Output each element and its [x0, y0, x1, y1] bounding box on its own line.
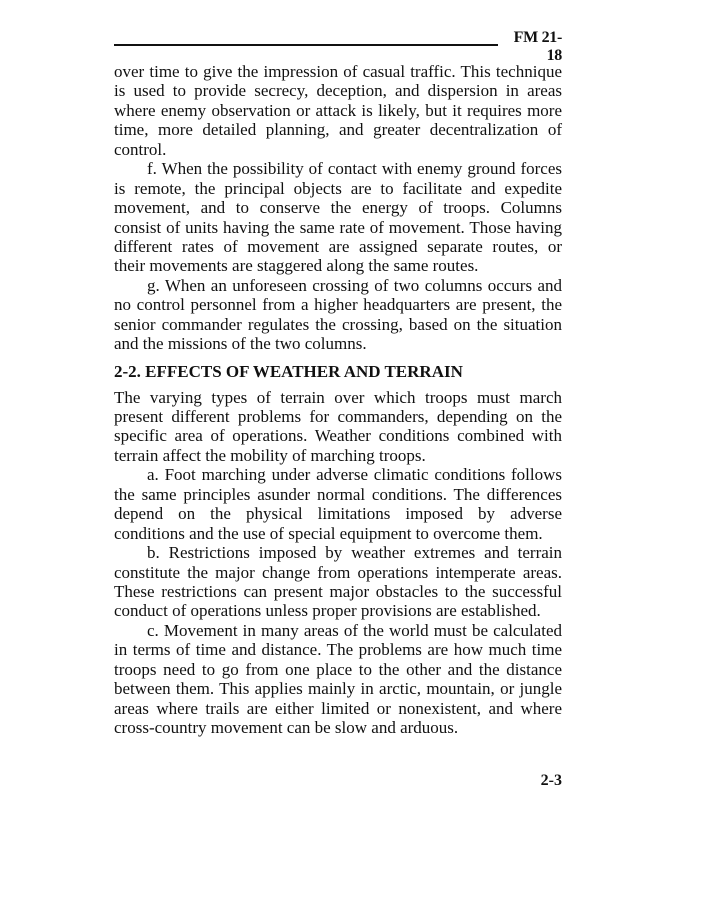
text-line: control.: [114, 139, 167, 159]
text-line: is remote, the principal objects are to facilitate and expedite: [114, 178, 562, 198]
text-line: between them. This applies mainly in arctic, mountain, or jungle: [114, 679, 562, 699]
header-rule: [114, 44, 498, 46]
text-line: no control personnel from a higher headquarters are present, the: [114, 295, 562, 315]
text-line: c. Movement in many areas of the world must be calculated: [147, 620, 562, 640]
text-line: over time to give the impression of casual traffic. This technique: [114, 62, 562, 81]
text-line: present different problems for commanders, depending on the: [114, 407, 562, 426]
text-line: f. When the possibility of contact with enemy ground forces: [147, 159, 562, 179]
text-line: is used to provide secrecy, deception, and dispersion in areas: [114, 81, 562, 101]
text-line: b. Restrictions imposed by weather extremes and terrain: [147, 543, 562, 563]
text-line: movement, and to conserve the energy of troops. Columns: [114, 198, 562, 218]
text-line: specific area of operations. Weather conditions combined with: [114, 426, 562, 446]
paragraph: [114, 621, 562, 738]
section-heading: 2-2. EFFECTS OF WEATHER AND TERRAIN: [114, 361, 463, 381]
document-id: FM 21-18: [513, 29, 562, 64]
text-line: terrain affect the mobility of marching troops.: [114, 445, 426, 465]
text-line: senior commander regulates the crossing, based on the situation: [114, 314, 562, 334]
text-line: their movements are staggered along the same routes.: [114, 256, 479, 276]
text-line: a. Foot marching under adverse climatic conditions follows: [147, 465, 562, 485]
text-line: troops need to go from one place to the other and the distance: [114, 659, 562, 679]
paragraph: [114, 388, 562, 466]
text-line: areas where trails are either limited or nonexistent, and where: [114, 698, 562, 718]
text-line: and the missions of the two columns.: [114, 334, 367, 354]
section-continued-text: [114, 62, 562, 354]
text-line: conduct of operations unless proper provisions are established.: [114, 601, 541, 621]
text-line: cross-country movement can be slow and arduous.: [114, 718, 459, 737]
text-line: time, more detailed planning, and greater decentralization of: [114, 120, 562, 140]
page-body: [114, 62, 562, 737]
paragraph: [114, 465, 562, 543]
paragraph: [114, 543, 562, 621]
paragraph: [114, 159, 562, 276]
paragraph: [114, 62, 562, 159]
text-line: conditions and the use of special equipment to overcome them.: [114, 523, 543, 543]
text-line: constitute the major change from operations intemperate areas.: [114, 562, 562, 582]
text-line: in terms of time and distance. The problems are how much time: [114, 640, 562, 660]
section-weather-terrain: [114, 388, 562, 738]
text-line: The varying types of terrain over which troops must march: [114, 387, 562, 407]
text-line: g. When an unforeseen crossing of two columns occurs and: [147, 275, 562, 295]
text-line: consist of units having the same rate of movement. Those having: [114, 217, 562, 237]
text-line: where enemy observation or attack is likely, but it requires more: [114, 100, 562, 120]
page-number: 2-3: [540, 772, 562, 789]
text-line: These restrictions can present major obstacles to the successful: [114, 581, 562, 601]
paragraph: [114, 276, 562, 354]
text-line: different rates of movement are assigned separate routes, or: [114, 236, 562, 256]
text-line: depend on the physical limitations imposed by adverse: [114, 504, 562, 524]
text-line: the same principles asunder normal conditions. The differences: [114, 484, 562, 504]
